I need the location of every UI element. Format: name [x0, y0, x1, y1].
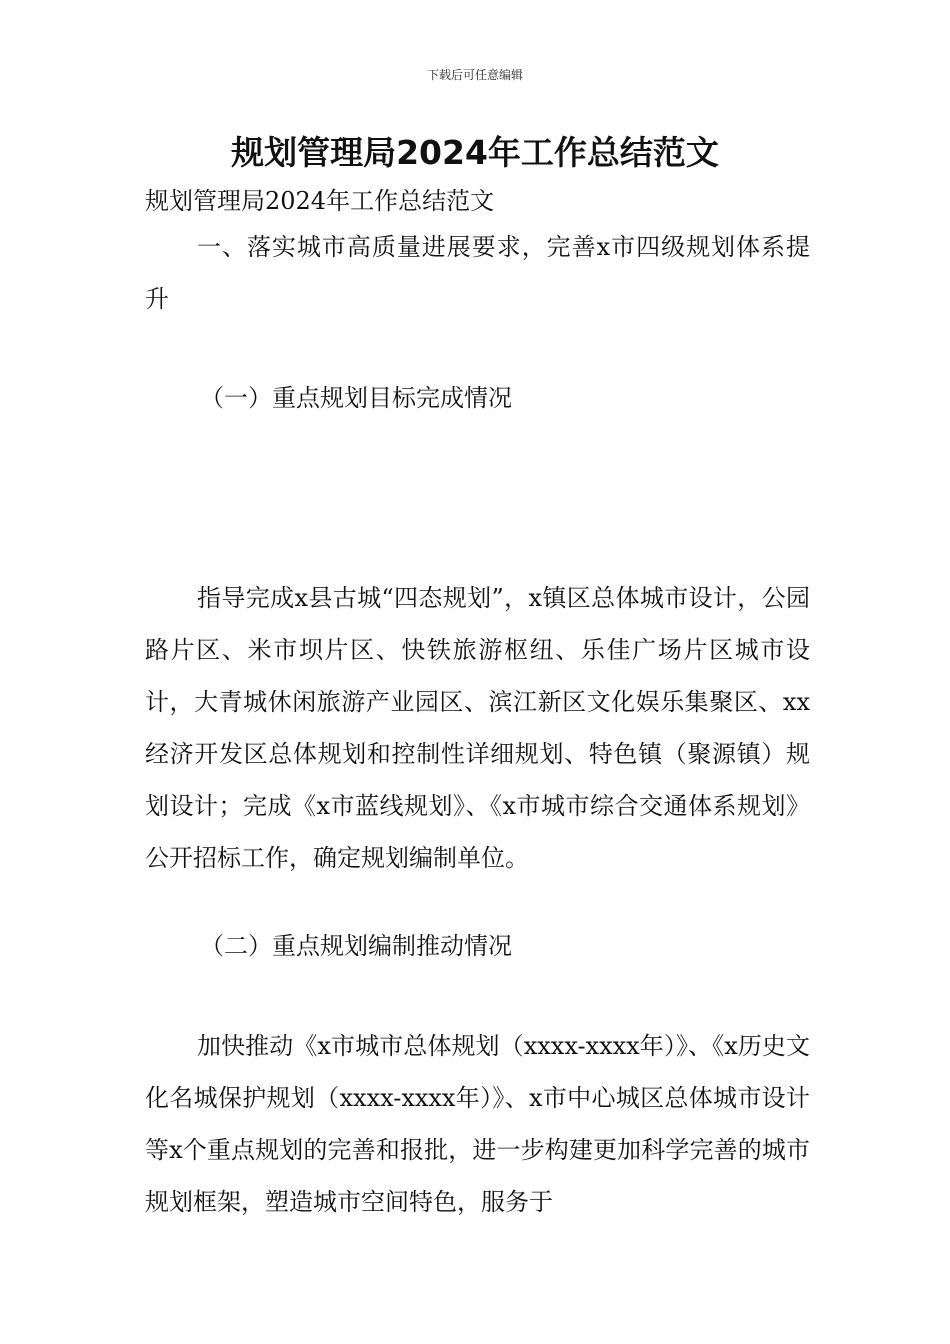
paragraph-1: 指导完成x县古城“四态规划”，x镇区总体城市设计，公园路片区、米市坝片区、快铁旅游枢纽、乐佳广场片区城市设计，大青城休闲旅游产业园区、滨江新区文化娱乐集聚区、xx经济开发区总体规划和控制性详细规划、特色镇（聚源镇）规划设计；完成《x市蓝线规划》、《x市城市综合交通体系规划》公开招标工作，确定规划编制单位。	[145, 584, 810, 872]
document-subtitle: 规划管理局2024年工作总结范文	[145, 187, 495, 215]
document-title: 规划管理局2024年工作总结范文	[231, 133, 719, 172]
subsection-heading-2: （二）重点规划编制推动情况	[200, 932, 512, 960]
subsection-heading-1: （一）重点规划目标完成情况	[200, 384, 512, 412]
header-note: 下载后可任意编辑	[426, 68, 523, 82]
paragraph-2: 加快推动《x市城市总体规划（xxxx-xxxx年）》、《x历史文化名城保护规划（xxxx-xxxx年）》、x市中心城区总体城市设计等x个重点规划的完善和报批，进一步构建更加科学完善的城市规划框架，塑造城市空间特色，服务于	[145, 1032, 810, 1216]
section-heading-one: 一、落实城市高质量进展要求，完善x市四级规划体系提升	[145, 233, 810, 313]
